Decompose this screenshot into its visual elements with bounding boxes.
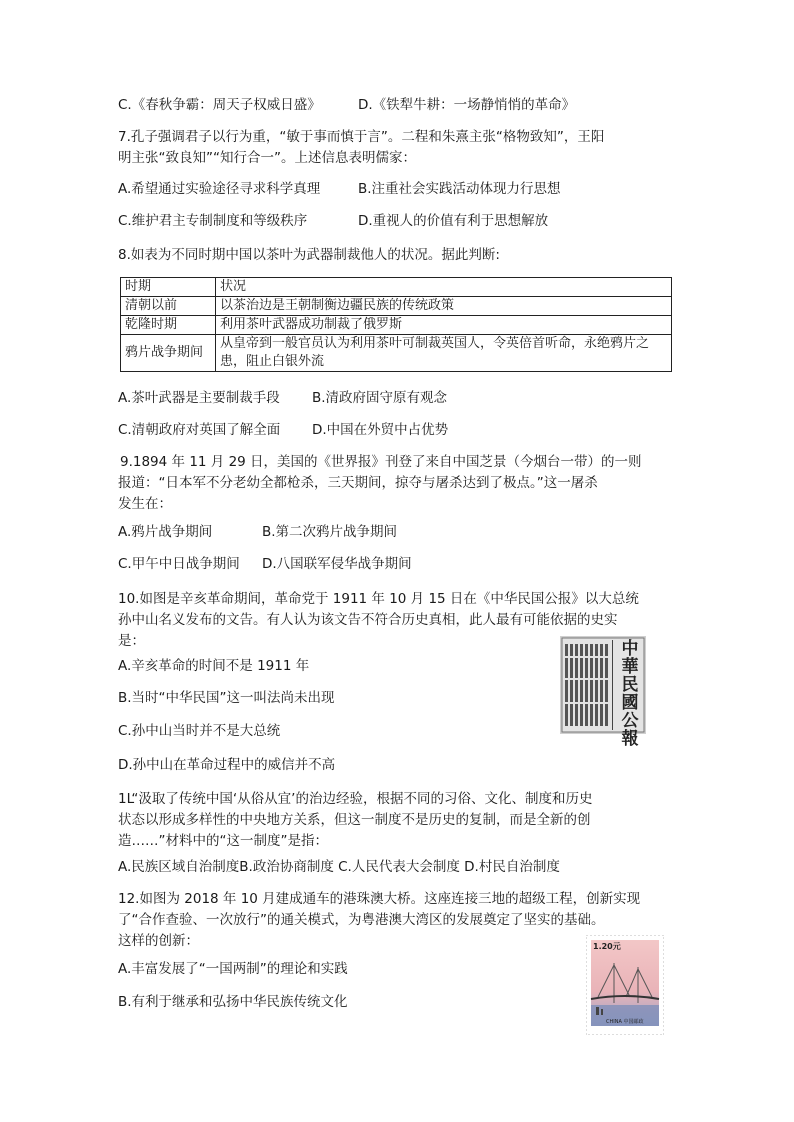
q9-option-c: C.甲午中日战争期间: [118, 556, 240, 572]
table-cell-status: 从皇帝到一般官员认为利用茶叶可制裁英国人，令英倍首听命，永绝鸦片之患，阻止白银外流: [216, 335, 672, 372]
q10-option-b: B.当时“中华民国”这一叫法尚未出现: [118, 690, 335, 706]
q10-stem-line2: 孙中山名义发布的文告。有人认为该文告不符合历史真相，此人最有可能依据的史实: [118, 612, 618, 628]
q7-option-b: B.注重社会实践活动体现力行思想: [358, 181, 561, 197]
q12-stem-line1: 12.如图为 2018 年 10 月建成通车的港珠澳大桥。这座连接三地的超级工程，创新实现: [118, 891, 641, 907]
q11-stem-line3: 造……”材料中的“这一制度”是指：: [118, 833, 328, 849]
q10-option-a: A.辛亥革命的时间不是 1911 年: [118, 658, 310, 674]
stamp-country: CHINA 中国邮政: [606, 1019, 644, 1025]
q10-stem-line3: 是：: [118, 633, 145, 649]
newspaper-image: [560, 636, 646, 749]
q9-option-b: B.第二次鸦片战争期间: [262, 524, 398, 540]
table-row: [121, 297, 672, 316]
q10-option-d: D.孙中山在革命过程中的威信并不高: [118, 757, 336, 773]
q9-option-a: A.鸦片战争期间: [118, 524, 213, 540]
table-header-period: 时期: [121, 278, 216, 297]
q7-option-d: D.重视人的价值有利于思想解放: [358, 213, 549, 229]
q9-stem-line3: 发生在：: [118, 496, 172, 512]
q12-option-b: B.有利于继承和弘扬中华民族传统文化: [118, 994, 348, 1010]
q11-stem-line2: 状态以形成多样性的中央地方关系，但这一制度不是历史的复制，而是全新的创: [118, 812, 591, 828]
q9-option-d: D.八国联军侵华战争期间: [262, 556, 412, 572]
q12-stem-line3: 这样的创新：: [118, 933, 199, 949]
q7-option-a: A.希望通过实验途径寻求科学真理: [118, 181, 321, 197]
q12-stem-line2: 了“合作查验、一次放行”的通关模式，为粤港澳大湾区的发展奠定了坚实的基础。: [118, 912, 605, 928]
bridge-stamp-image: [586, 935, 664, 1035]
q6-option-c: C.《春秋争霸：周天子权威日盛》: [118, 97, 321, 113]
q7-stem-line2: 明主张“致良知”“知行合一”。上述信息表明儒家：: [118, 150, 416, 166]
table-cell-period: 清朝以前: [121, 297, 216, 316]
q8-option-a: A.茶叶武器是主要制裁手段: [118, 390, 280, 406]
newspaper-masthead: 中華民國公報: [621, 639, 639, 749]
q11-stem-line1: 1L“汲取了传统中国‘从俗从宜’的治边经验，根据不同的习俗、文化、制度和历史: [118, 791, 593, 807]
table-header-status: 状况: [216, 278, 672, 297]
stamp-value: 1.20元: [593, 942, 621, 951]
q6-option-d: D.《铁犁牛耕：一场静悄悄的革命》: [358, 97, 576, 113]
table-cell-status: 利用茶叶武器成功制裁了俄罗斯: [216, 316, 672, 335]
table-cell-period: 乾隆时期: [121, 316, 216, 335]
q7-option-c: C.维护君主专制制度和等级秩序: [118, 213, 308, 229]
q12-option-a: A.丰富发展了“一国两制”的理论和实践: [118, 961, 348, 977]
q8-option-d: D.中国在外贸中占优势: [312, 422, 449, 438]
q8-table: [120, 277, 672, 372]
table-row: [121, 335, 672, 372]
table-cell-period: 鸦片战争期间: [121, 335, 216, 372]
q8-option-c: C.清朝政府对英国了解全面: [118, 422, 281, 438]
table-cell-status: 以茶治边是王朝制衡边疆民族的传统政策: [216, 297, 672, 316]
q7-stem-line1: 7.孔子强调君子以行为重，“敏于事而慎于言”。二程和朱熹主张“格物致知”，王阳: [118, 129, 605, 145]
q9-stem-line2: 报道：“日本军不分老幼全都枪杀，三天期间，掠夺与屠杀达到了极点。”这一屠杀: [118, 475, 598, 491]
table-header-row: [121, 278, 672, 297]
q8-option-b: B.清政府固守原有观念: [312, 390, 448, 406]
q10-stem-line1: 10.如图是辛亥革命期间，革命党于 1911 年 10 月 15 日在《中华民国公报》以大总统: [118, 591, 639, 607]
q9-stem-line1: 9.1894 年 11 月 29 日，美国的《世界报》刊登了来自中国芝景（今烟台一带）的一则: [120, 454, 642, 470]
q8-stem: 8.如表为不同时期中国以茶叶为武器制裁他人的状况。据此判断:: [118, 247, 500, 263]
table-row: [121, 316, 672, 335]
q10-option-c: C.孙中山当时并不是大总统: [118, 723, 281, 739]
q11-options: A.民族区域自治制度B.政治协商制度 C.人民代表大会制度 D.村民自治制度: [118, 859, 560, 875]
